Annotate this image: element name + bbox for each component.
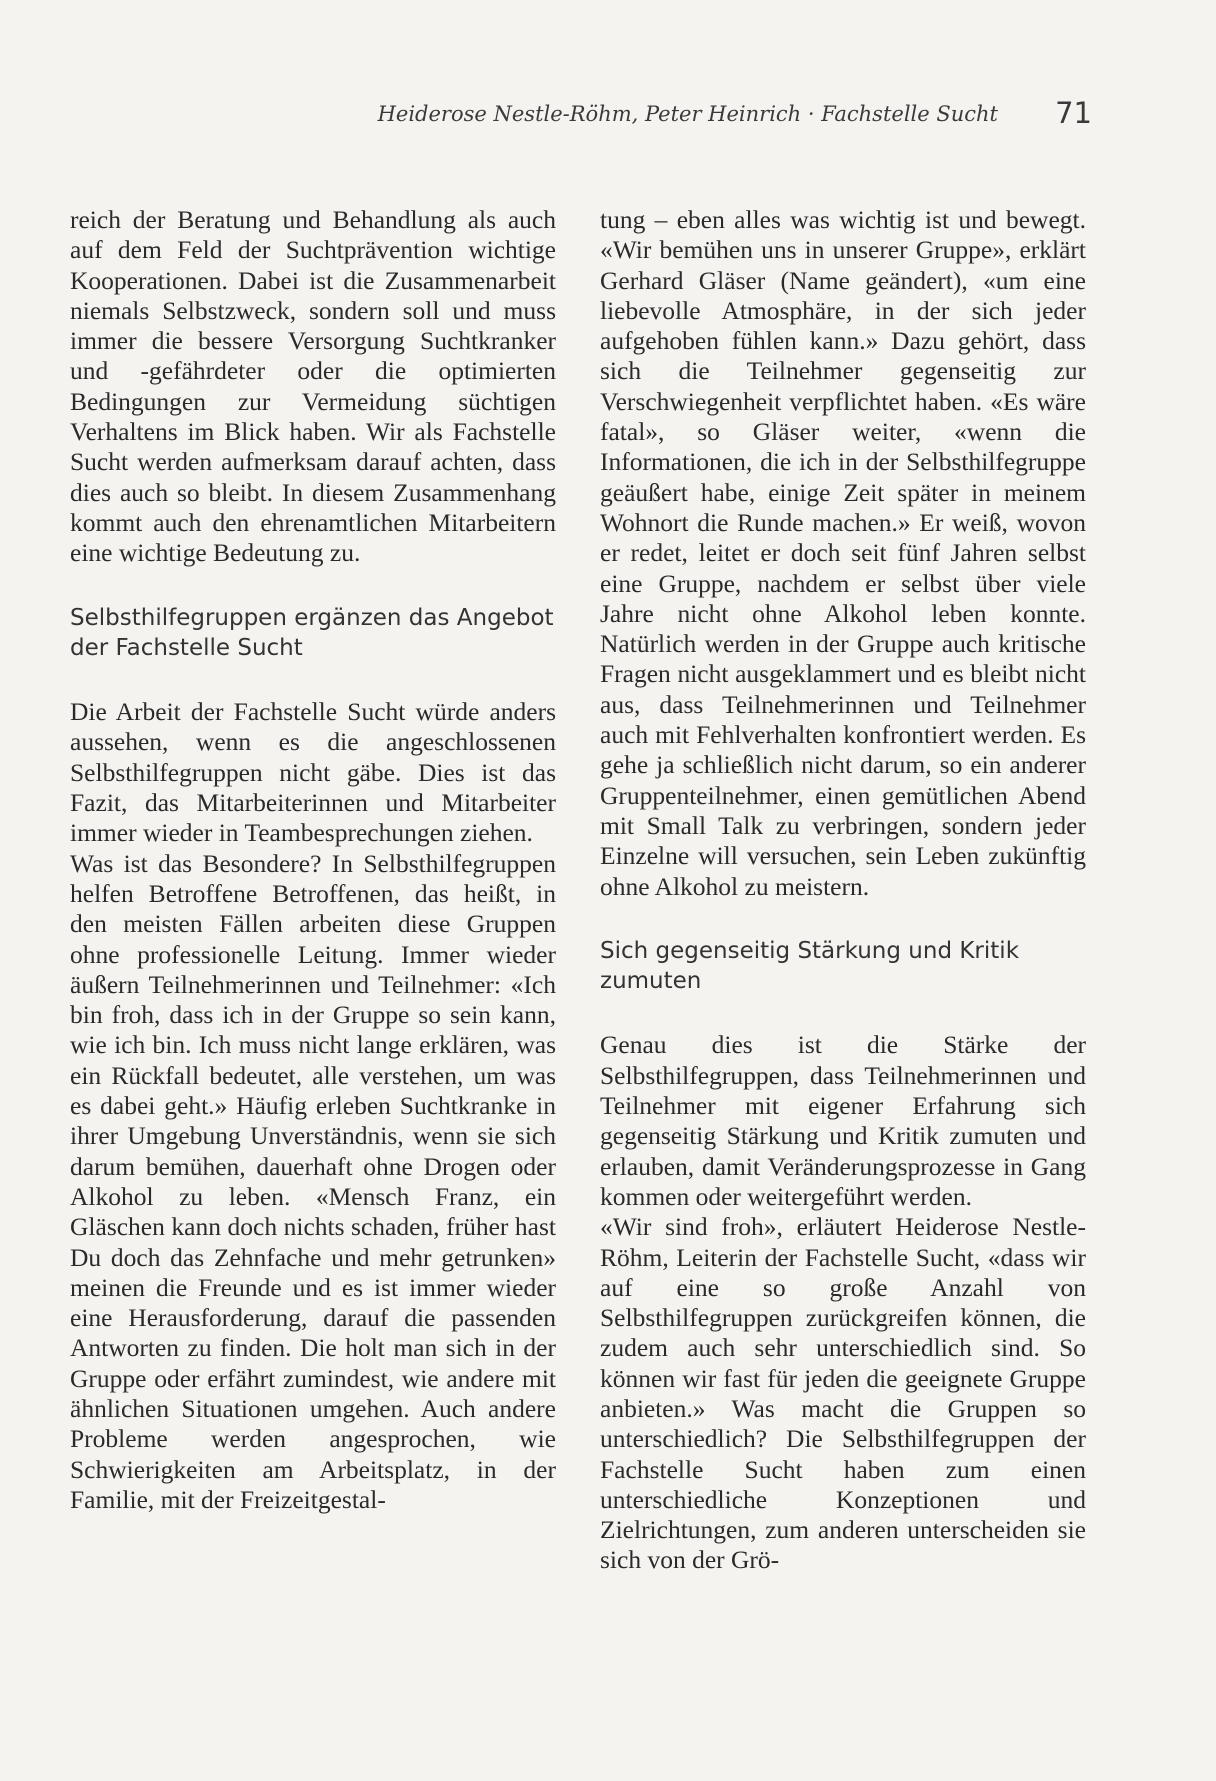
left-column	[70, 205, 556, 1515]
paragraph: Was ist das Besondere? In Selbsthilfegruppen helfen Betroffene Betroffenen, das heißt, in den meisten Fällen arbeiten diese Gruppen ohne professionelle Leitung. Immer wieder äußern Teilnehmerinnen und Teilnehmer: «Ich bin froh, dass ich in der Gruppe so sein kann, wie ich bin. Ich muss nicht lange erklären, was ein Rückfall bedeutet, alle verstehen, um was es dabei geht.» Häufig erleben Suchtkranke in ihrer Umgebung Unverständnis, wenn sie sich darum bemühen, dauerhaft ohne Drogen oder Alkohol zu leben. «Mensch Franz, ein Gläschen kann doch nichts schaden, früher hast Du doch das Zehnfache und mehr getrunken» meinen die Freunde und es ist immer wieder eine Herausforderung, darauf die passenden Antworten zu finden. Die holt man sich in der Gruppe oder erfährt zumindest, wie andere mit ähnlichen Situationen umgehen. Auch andere Probleme werden angesprochen, wie Schwierigkeiten am Arbeitsplatz, in der Familie, mit der Freizeitgestal-	[70, 848, 556, 1514]
paragraph: tung – eben alles was wichtig ist und bewegt. «Wir bemühen uns in unserer Gruppe», erklärt Gerhard Gläser (Name geändert), «um eine liebevolle Atmosphäre, in der sich jeder aufgehoben fühlen kann.» Dazu gehört, dass sich die Teilnehmer gegenseitig zur Verschwiegenheit verpflichtet haben. «Es wäre fatal», so Gläser weiter, «wenn die Informationen, die ich in der Selbsthilfegruppe geäußert habe, einige Zeit später in meinem Wohnort die Runde machen.» Er weiß, wovon er redet, leitet er doch seit fünf Jahren selbst eine Gruppe, nachdem er selbst über viele Jahre nicht ohne Alkohol leben konnte. Natürlich werden in der Gruppe auch kritische Fragen nicht ausgeklammert und es bleibt nicht aus, dass Teilnehmerinnen und Teilnehmer auch mit Fehlverhalten konfrontiert werden. Es gehe ja schließlich nicht darum, so ein anderer Gruppenteilnehmer, einen gemütlichen Abend mit Small Talk zu verbringen, sondern jeder Einzelne will versuchen, sein Leben zukünftig ohne Alkohol zu meistern.	[600, 205, 1086, 901]
running-header	[377, 96, 1100, 144]
paragraph: Die Arbeit der Fachstelle Sucht würde anders aussehen, wenn es die angeschlossenen Selbsthilfegruppen nicht gäbe. Dies ist das Fazit, das Mitarbeiterinnen und Mitarbeiter immer wieder in Teambesprechungen ziehen.	[70, 697, 556, 848]
paragraph: «Wir sind froh», erläutert Heiderose Nestle-Röhm, Leiterin der Fachstelle Sucht, «dass wir auf eine so große Anzahl von Selbsthilfegruppen zurückgreifen können, die zudem auch sehr unterschiedlich sind. So können wir fast für jeden die geeignete Gruppe anbieten.» Was macht die Gruppen so unterschiedlich? Die Selbsthilfegruppen der Fachstelle Sucht haben zum einen unterschiedliche Konzeptionen und Zielrichtungen, zum anderen unterscheiden sie sich von der Grö-	[600, 1212, 1086, 1575]
page-number: 71	[1055, 96, 1092, 130]
running-title: Heiderose Nestle-Röhm, Peter Heinrich · Fachstelle Sucht	[377, 102, 998, 126]
section-heading: Selbsthilfegruppen ergänzen das Angebot der Fachstelle Sucht	[70, 604, 554, 661]
paragraph: reich der Beratung und Behandlung als auch auf dem Feld der Suchtprävention wichtige Kooperationen. Dabei ist die Zusammenarbeit niemals Selbstzweck, sondern soll und muss immer die bessere Versorgung Suchtkranker und -gefährdeter oder die optimierten Bedingungen zur Vermeidung süchtigen Verhaltens im Blick haben. Wir als Fachstelle Sucht werden aufmerksam darauf achten, dass dies auch so bleibt. In diesem Zusammenhang kommt auch den ehrenamtlichen Mitarbeitern eine wichtige Bedeutung zu.	[70, 205, 556, 568]
paragraph: Genau dies ist die Stärke der Selbsthilfegruppen, dass Teilnehmerinnen und Teilnehmer mit eigener Erfahrung sich gegenseitig Stärkung und Kritik zumuten und erlauben, damit Veränderungsprozesse in Gang kommen oder weitergeführt werden.	[600, 1030, 1086, 1211]
section-heading: Sich gegenseitig Stärkung und Kritik zumuten	[600, 937, 1020, 995]
right-column	[600, 205, 1086, 1576]
